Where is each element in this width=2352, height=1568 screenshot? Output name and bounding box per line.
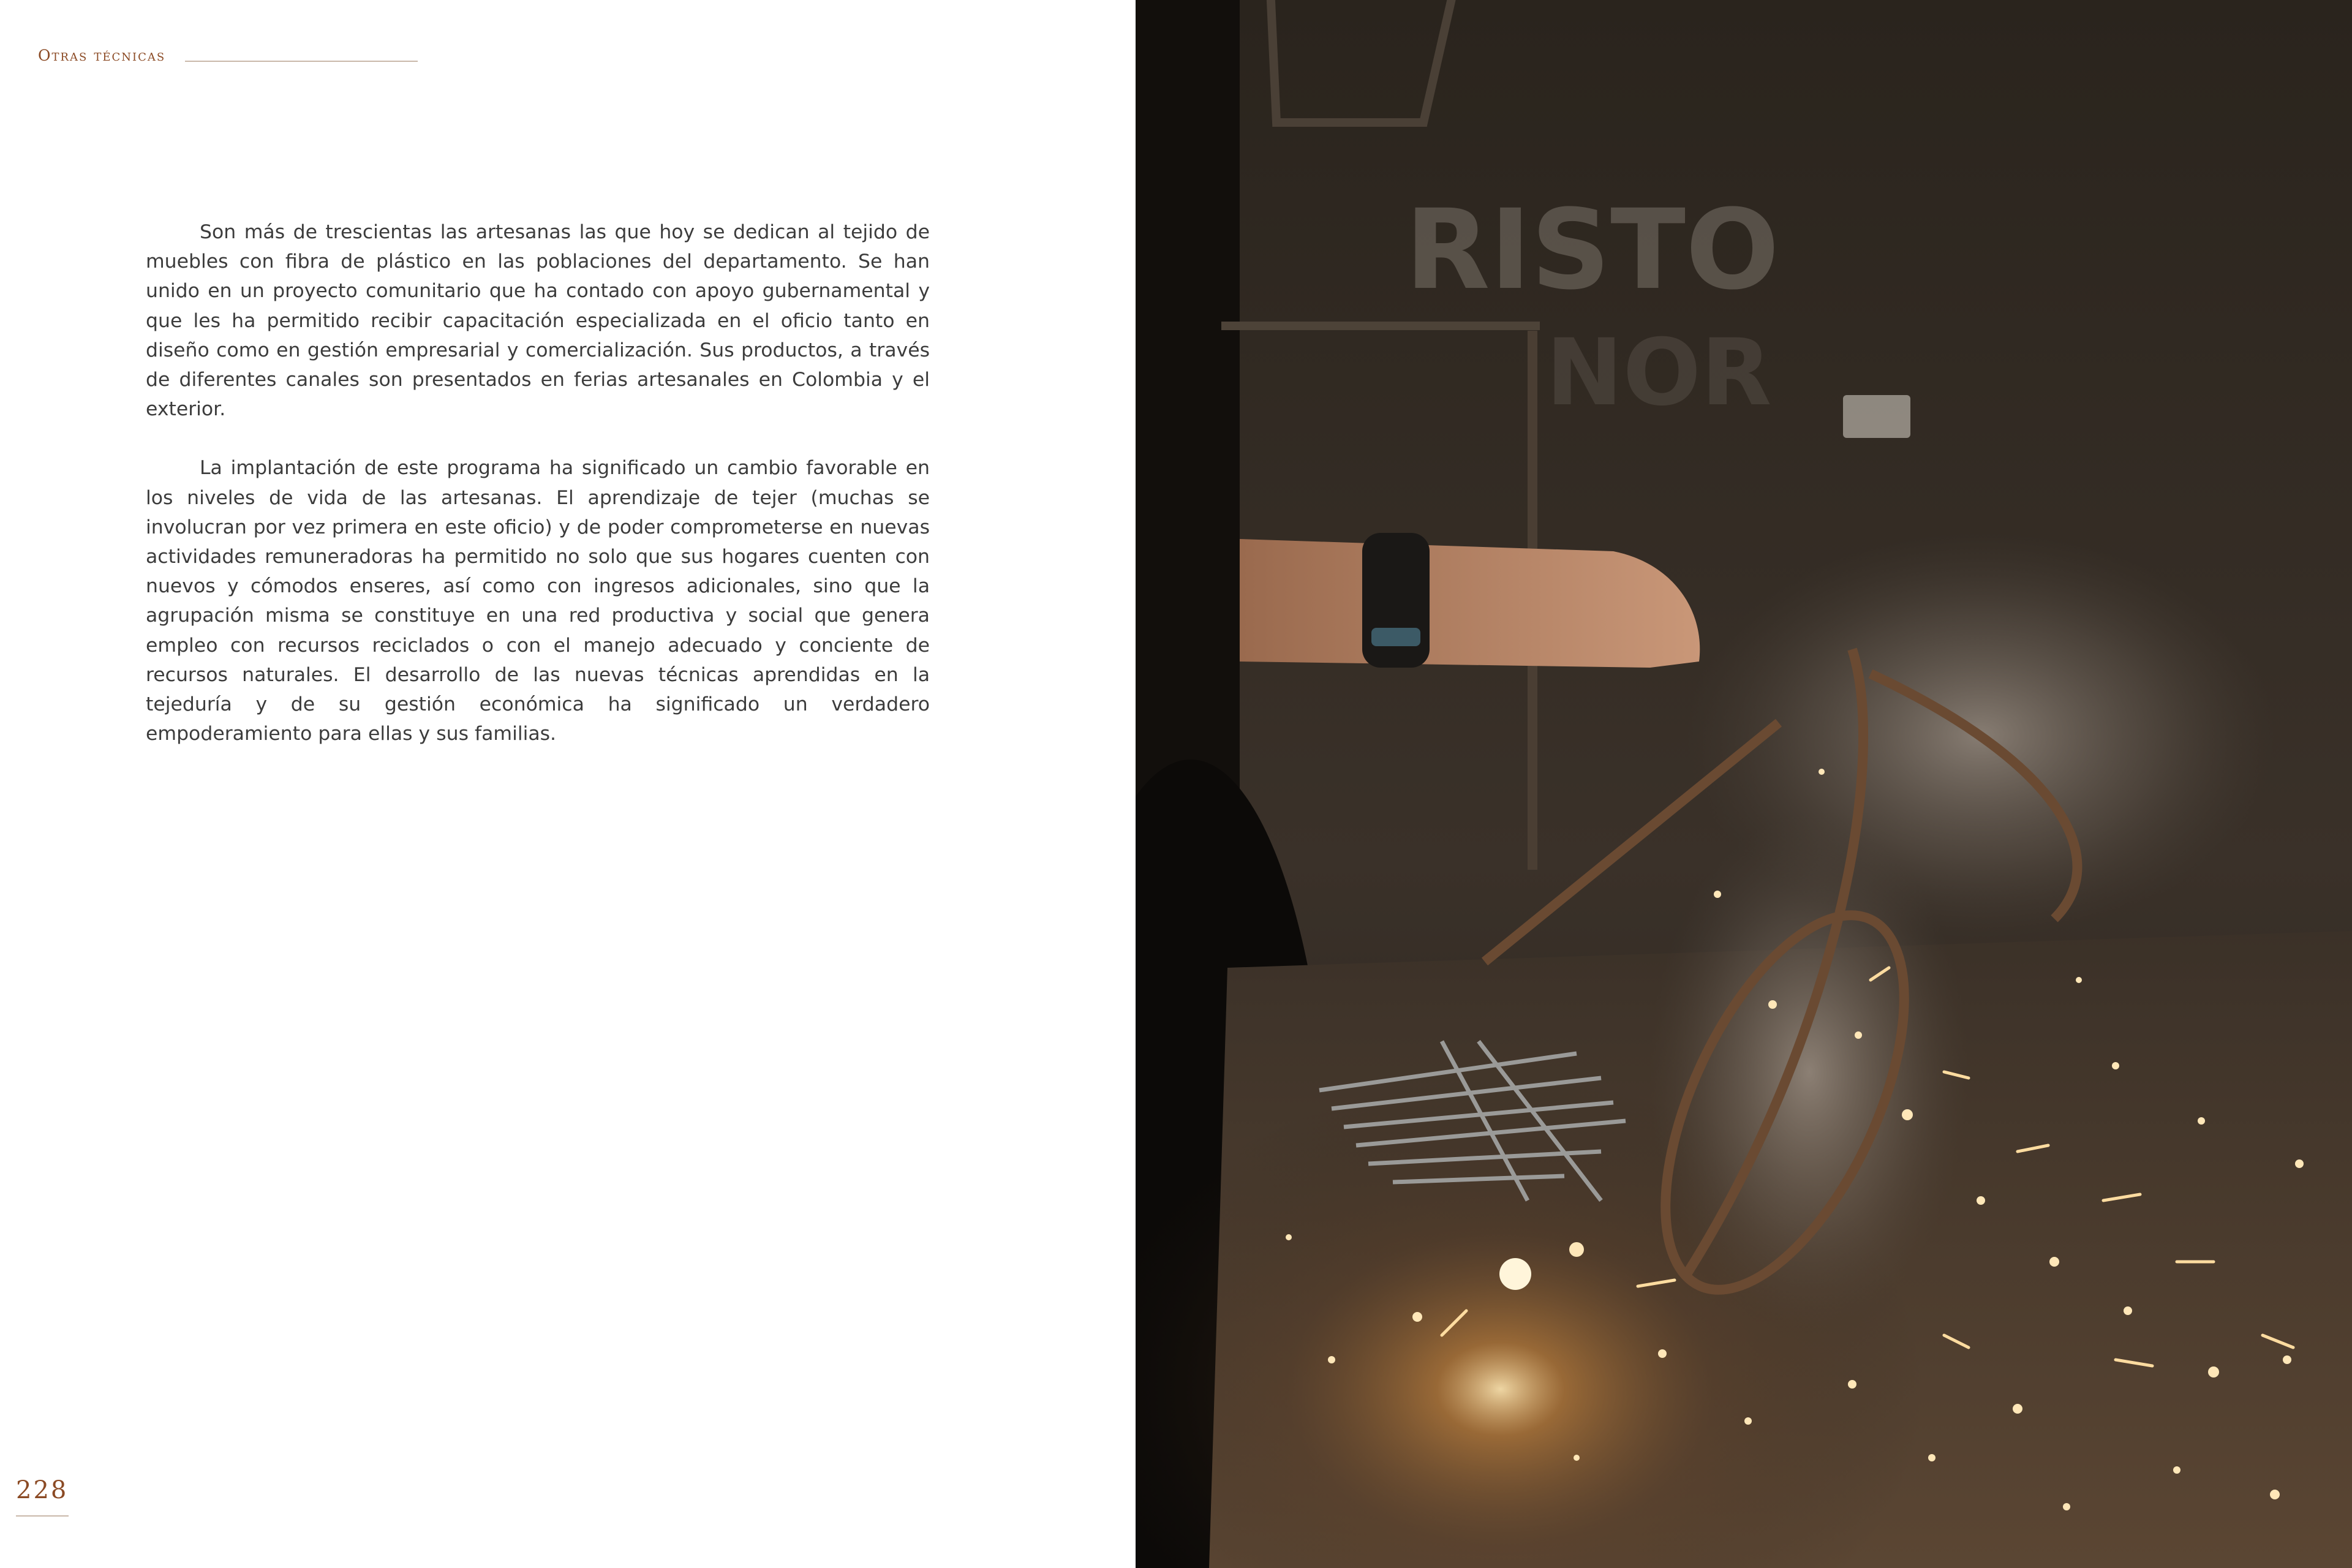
- welder-arm: [1240, 539, 1700, 668]
- watch-band-accent: [1371, 628, 1420, 646]
- wall-outlet: [1843, 395, 1910, 438]
- section-title: Otras técnicas: [38, 47, 166, 64]
- paragraph-2: La implantación de este programa ha significado un cambio favorable en los niveles de vida de las artesanas. El aprendizaje de tejer (muchas se involucran por vez primera en este oficio) y de poder comprometerse en nuevas actividades remuneradoras ha permitido no solo que sus hogares cuenten con nuevos y cómodos enseres, así como con ingresos adicionales, sino que la agrupación misma se constituye en una red productiva y social que genera empleo con recursos reciclados o con el manejo adecuado y conciente de recursos naturales. El desarrollo de las nuevas técnicas aprendidas en la tejeduría y de su gestión económica ha significado un verdadero empoderamiento para ellas y sus familias.: [146, 457, 930, 745]
- running-header: [38, 47, 381, 65]
- paragraph-1: Son más de trescientas las artesanas las que hoy se dedican al tejido de muebles con fibra de plástico en las poblaciones del departamento. Se han unido en un proyecto comunitario que ha contado con apoyo gubernamental y que les ha permitido recibir capacitación especializada en el oficio tanto en diseño como en gestión empresarial y comercialización. Sus productos, a través de diferentes canales son presentados en ferias artesanales en Colombia y el exterior.: [146, 221, 930, 421]
- wall-lettering-2: NOR: [1546, 320, 1772, 426]
- wall-shelf: [1221, 322, 1540, 330]
- header-rule: [185, 61, 418, 62]
- wristwatch: [1362, 533, 1430, 668]
- body-text: [146, 217, 930, 778]
- photo-illustration: [1136, 0, 2352, 1568]
- left-page: [0, 0, 1136, 1568]
- page-number: 228: [16, 1476, 69, 1504]
- folio-rule: [16, 1515, 69, 1517]
- wall-lettering-1: RISTO: [1405, 186, 1780, 314]
- welding-photo: [1136, 0, 2352, 1568]
- folio: [16, 1475, 70, 1518]
